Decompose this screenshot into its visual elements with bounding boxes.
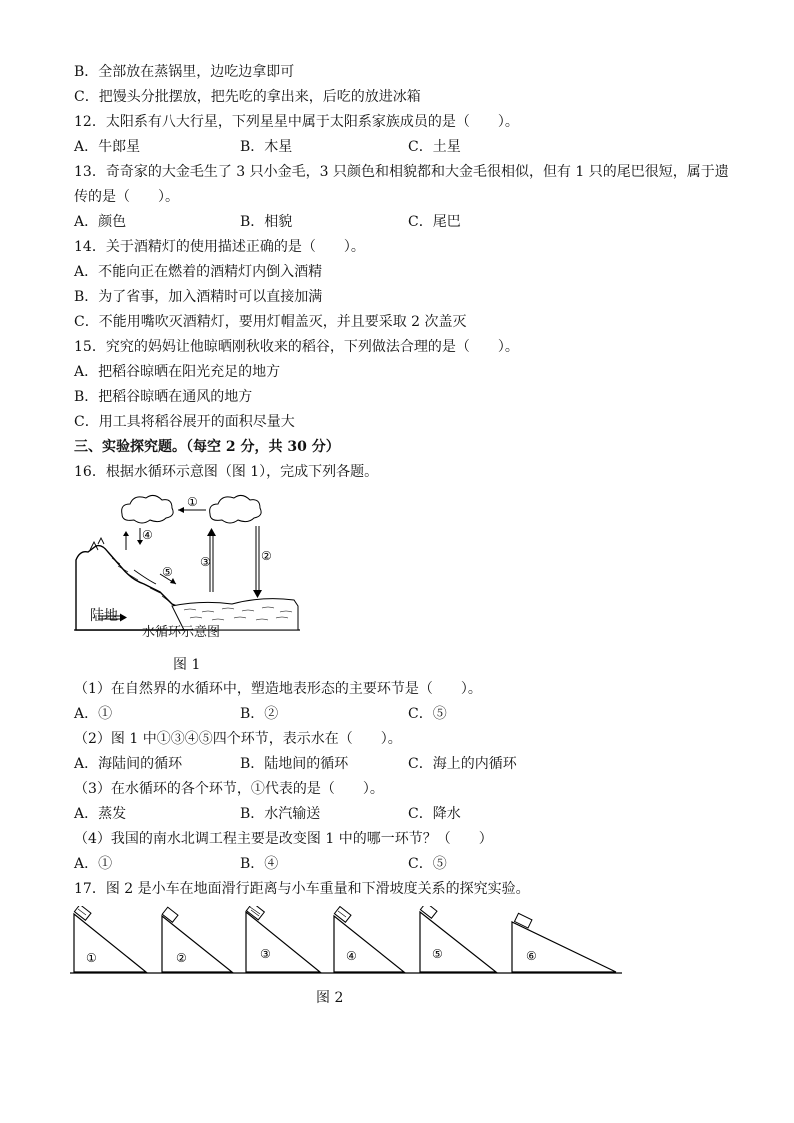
section-heading: 三、实验探究题。（每空 2 分，共 30 分）: [74, 439, 340, 455]
q16-sub4-option-b: B．④: [240, 856, 279, 872]
q16-sub3-stem: （3）在水循环的各个环节，①代表的是（ ）。: [74, 781, 384, 797]
q16-sub3-option-c: C．降水: [408, 806, 461, 822]
ramp-figure: [70, 906, 630, 978]
q16-stem: 16．根据水循环示意图（图 1），完成下列各题。: [74, 464, 379, 480]
q15-option-b: B．把稻谷晾晒在通风的地方: [74, 389, 253, 405]
q13-stem-line1: 13．奇奇家的大金毛生了 3 只小金毛，3 只颜色和相貌都和大金毛很相似，但有 1 只的尾巴很短，属于遗: [74, 164, 729, 180]
q13-option-c: C．尾巴: [408, 214, 461, 230]
ramp-label-5: ⑤: [432, 947, 443, 961]
q16-sub1-option-a: A．①: [74, 706, 113, 722]
q16-sub4-option-c: C．⑤: [408, 856, 447, 872]
q12-option-c: C．土星: [408, 139, 461, 155]
q14-option-a: A．不能向正在燃着的酒精灯内倒入酒精: [74, 264, 323, 280]
q15-option-c: C．用工具将稻谷展开的面积尽量大: [74, 414, 295, 430]
q16-sub1-option-c: C．⑤: [408, 706, 447, 722]
q13-option-b: B．相貌: [240, 214, 293, 230]
figure1-caption: 图 1: [173, 657, 201, 673]
label-5: ⑤: [162, 565, 173, 579]
q16-sub2-stem: （2）图 1 中①③④⑤四个环节，表示水在（ ）。: [74, 731, 402, 747]
ramp-6: [512, 913, 616, 972]
ramp-3: [246, 906, 320, 972]
q15-option-a: A．把稻谷晾晒在阳光充足的地方: [74, 364, 281, 380]
q16-sub1-option-b: B．②: [240, 706, 279, 722]
cloud-right: [210, 495, 261, 523]
q16-sub2-option-b: B．陆地间的循环: [240, 756, 349, 772]
q16-sub3-option-b: B．水汽输送: [240, 806, 321, 822]
q16-sub1-stem: （1）在自然界的水循环中，塑造地表形态的主要环节是（ ）。: [74, 681, 482, 697]
q12-option-a: A．牛郎星: [74, 139, 141, 155]
cloud-left: [122, 495, 173, 523]
q16-sub4-option-a: A．①: [74, 856, 113, 872]
label-3: ③: [200, 555, 211, 569]
ramp-label-3: ③: [260, 947, 271, 961]
ramp-label-2: ②: [176, 951, 187, 965]
q14-option-c: C．不能用嘴吹灭酒精灯，要用灯帽盖灭，并且要采取 2 次盖灭: [74, 314, 467, 330]
ramp-5: [420, 906, 496, 972]
figure2-caption: 图 2: [316, 990, 344, 1006]
q16-sub2-option-a: A．海陆间的循环: [74, 756, 183, 772]
ramp-1: [74, 906, 146, 972]
q12-option-b: B．木星: [240, 139, 293, 155]
land-label: 陆地: [90, 608, 118, 624]
q16-sub3-option-a: A．蒸发: [74, 806, 127, 822]
ramp-label-4: ④: [346, 949, 357, 963]
q11-option-b: B．全部放在蒸锅里，边吃边拿即可: [74, 64, 295, 80]
ramp-4: [334, 907, 404, 972]
figure1-title: 水循环示意图: [142, 625, 221, 640]
label-2: ②: [261, 549, 272, 563]
q16-sub2-option-c: C．海上的内循环: [408, 756, 517, 772]
q17-stem: 17．图 2 是小车在地面滑行距离与小车重量和下滑坡度关系的探究实验。: [74, 881, 530, 897]
q12-stem: 12．太阳系有八大行星，下列星星中属于太阳系家族成员的是（ ）。: [74, 114, 519, 130]
q15-stem: 15．究究的妈妈让他晾晒刚秋收来的稻谷，下列做法合理的是（ ）。: [74, 339, 519, 355]
label-1: ①: [187, 495, 198, 509]
q13-stem-line2: 传的是（ ）。: [74, 189, 179, 205]
q11-option-c: C．把馒头分批摆放，把先吃的拿出来，后吃的放进冰箱: [74, 89, 421, 105]
q14-option-b: B．为了省事，加入酒精时可以直接加满: [74, 289, 323, 305]
ramp-label-6: ⑥: [526, 949, 537, 963]
label-4: ④: [142, 528, 153, 542]
q14-stem: 14．关于酒精灯的使用描述正确的是（ ）。: [74, 239, 365, 255]
ramp-label-1: ①: [86, 951, 97, 965]
q16-sub4-stem: （4）我国的南水北调工程主要是改变图 1 中的哪一环节？（ ）: [74, 831, 493, 847]
ramp-2: [162, 907, 232, 972]
q13-option-a: A．颜色: [74, 214, 127, 230]
